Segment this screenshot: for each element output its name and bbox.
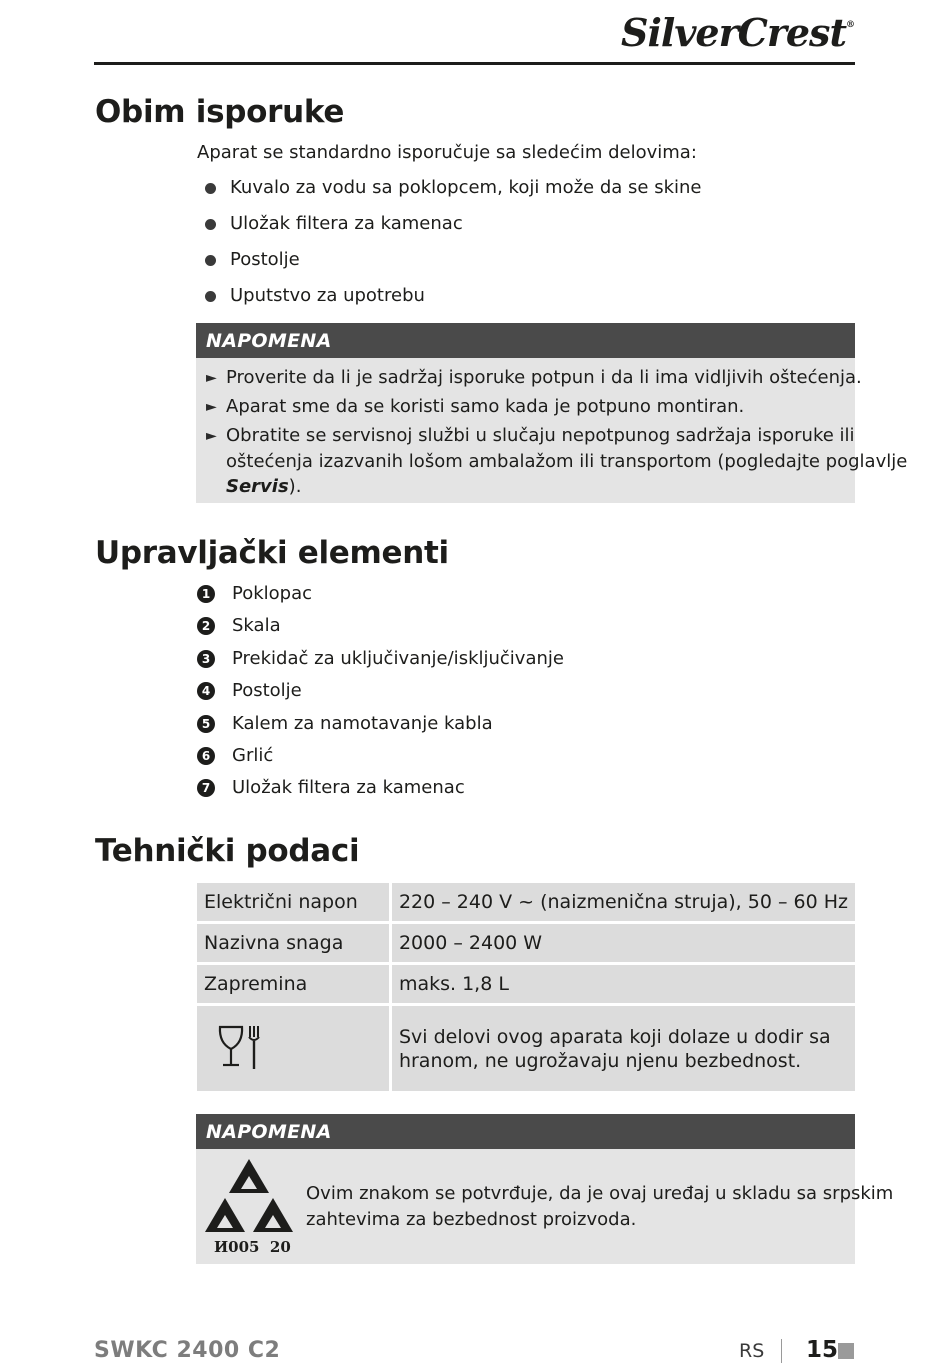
spec-label: Električni napon [197,883,392,924]
control-item: Kalem za namotavanje kabla [232,713,493,734]
section-title-tech: Tehnički podaci [95,833,360,869]
header-rule [94,62,855,65]
list-item: Uputstvo za upotrebu [230,285,425,306]
bullet-icon [205,219,216,230]
spec-label: Zapremina [197,965,392,1006]
control-item: Skala [232,615,281,636]
number-badge: 2 [197,617,215,635]
bullet-icon [205,183,216,194]
control-item: Postolje [232,680,302,701]
control-item: Poklopac [232,583,313,604]
control-item: Grlić [232,745,274,766]
number-badge: 1 [197,585,215,603]
table-row [197,924,855,965]
bullet-icon [205,291,216,302]
conformity-mark-icon [202,1156,296,1236]
list-item: Uložak filtera za kamenac [230,213,463,234]
control-item: Prekidač za uključivanje/isključivanje [232,648,564,669]
food-safe-cell [197,1006,392,1091]
spec-value: maks. 1,8 L [392,965,855,1006]
control-item: Uložak filtera za kamenac [232,777,465,798]
note-line: oštećenja izazvanih lošom ambalažom ili transportom (pogledajte poglavlje [226,451,908,472]
note-line: Ovim znakom se potvrđuje, da je ovaj uređaj u skladu sa srpskim [306,1183,894,1204]
table-row [197,965,855,1006]
list-item: Postolje [230,249,300,270]
section-title-controls: Upravljački elementi [95,535,449,571]
food-safe-text: Svi delovi ovog aparata koji dolaze u dodir sa hranom, ne ugrožavaju njenu bezbednost. [392,1006,855,1091]
section-title-delivery: Obim isporuke [95,94,345,130]
footer-model: SWKC 2400 C2 [94,1338,281,1363]
note-heading: NAPOMENA [196,323,855,358]
note-line: Servis). [226,476,302,497]
table-row [197,883,855,924]
conformity-mark-code: И005 20 [214,1238,291,1256]
spec-value: 220 – 240 V ~ (naizmenična struja), 50 – 60 Hz [392,883,855,924]
list-item: Kuvalo za vodu sa poklopcem, koji može da se skine [230,177,702,198]
note-line: Proverite da li je sadržaj isporuke potpun i da li ima vidljivih oštećenja. [226,367,862,388]
page-marker-icon [838,1343,854,1359]
spec-label: Nazivna snaga [197,924,392,965]
number-badge: 4 [197,682,215,700]
number-badge: 5 [197,715,215,733]
note-line: Aparat sme da se koristi samo kada je potpuno montiran. [226,396,745,417]
note-line: Obratite se servisnoj službi u slučaju nepotpunog sadržaja isporuke ili [226,425,855,446]
arrow-icon: ► [206,428,217,444]
footer-divider [781,1339,782,1363]
food-safe-icon [216,1023,266,1075]
arrow-icon: ► [206,370,217,386]
brand-logo: SilverCrest® [621,10,854,55]
number-badge: 3 [197,650,215,668]
page-number: 15 [806,1337,839,1363]
servis-reference: Servis [226,476,289,497]
note-line: zahtevima za bezbednost proizvoda. [306,1209,637,1230]
table-row [197,1006,855,1091]
spec-value: 2000 – 2400 W [392,924,855,965]
footer-language: RS [739,1340,765,1362]
delivery-intro: Aparat se standardno isporučuje sa sledećim delovima: [197,142,697,163]
arrow-icon: ► [206,399,217,415]
bullet-icon [205,255,216,266]
note-heading: NAPOMENA [196,1114,855,1149]
number-badge: 7 [197,779,215,797]
number-badge: 6 [197,747,215,765]
spec-table [197,883,855,1091]
